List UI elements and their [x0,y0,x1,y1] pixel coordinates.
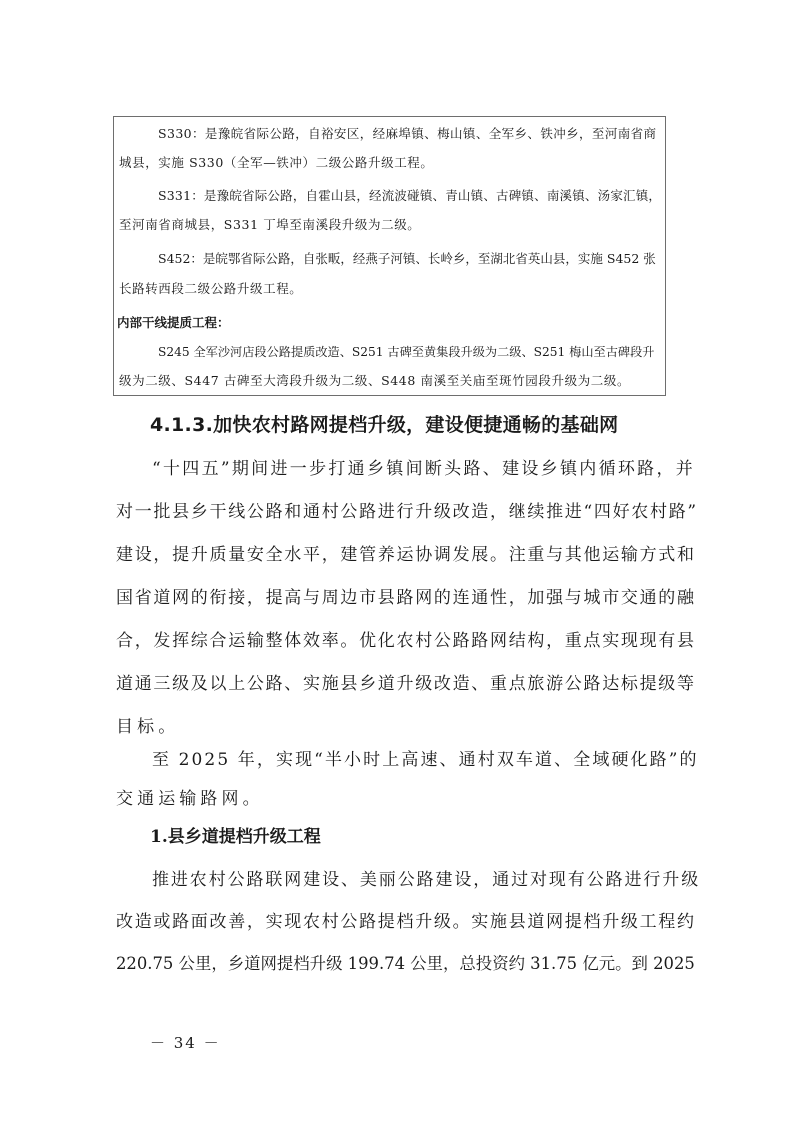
paragraph-line: 220.75 公里，乡道网提档升级 199.74 公里，总投资约 31.75 亿元。到 2025 [116,954,695,973]
paragraph-line: 推进农村公路联网建设、美丽公路建设，通过对现有公路进行升级 [152,870,701,890]
box-line: S245 全军沙河店段公路提质改造、S251 古碑至黄集段升级为二级、S251 梅山至古碑段升 [158,345,655,359]
box-line: 城县，实施 S330（全军—铁冲）二级公路升级工程。 [119,155,434,170]
paragraph-line: 国省道网的衔接，提高与周边市县路网的连通性，加强与城市交通的融 [116,588,696,608]
box-line: S331：是豫皖省际公路，自霍山县，经流波碰镇、青山镇、古碑镇、南溪镇、汤家汇镇， [158,188,662,203]
box-subheading: 内部干线提质工程： [117,315,230,330]
paragraph-line: “十四五”期间进一步打通乡镇间断头路、建设乡镇内循环路，并 [152,459,696,479]
paragraph-line: 至 2025 年，实现“半小时上高速、通村双车道、全域硬化路”的 [152,750,699,770]
box-line: 级为二级、S447 古碑至大湾段升级为二级、S448 南溪至关庙至斑竹园段升级为二级。 [119,373,631,388]
paragraph-line: 建设，提升质量安全水平，建管养运协调发展。注重与其他运输方式和 [116,545,696,565]
section-heading: 4.1.3.加快农村路网提档升级，建设便捷通畅的基础网 [150,414,619,436]
subsection-heading: 1.县乡道提档升级工程 [150,827,321,847]
paragraph-line: 道通三级及以上公路、实施县乡道升级改造、重点旅游公路达标提级等 [116,674,696,694]
paragraph-line: 交通运输路网。 [116,789,264,809]
box-line: 长路转西段二级公路升级工程。 [119,281,303,296]
box-line: S330：是豫皖省际公路，自裕安区，经麻埠镇、梅山镇、全军乡、铁冲乡，至河南省商 [158,126,657,141]
paragraph-line: 对一批县乡干线公路和通村公路进行升级改造，继续推进“四好农村路” [116,502,698,522]
paragraph-line: 目标。 [116,717,180,737]
page-number: － 34 － [150,1034,221,1052]
paragraph-line: 合，发挥综合运输整体效率。优化农村公路路网结构，重点实现现有县 [116,631,696,651]
paragraph-line: 改造或路面改善，实现农村公路提档升级。实施县道网提档升级工程约 [116,912,696,932]
box-line: 至河南省商城县，S331 丁埠至南溪段升级为二级。 [119,217,421,232]
box-line: S452：是皖鄂省际公路，自张畈，经燕子河镇、长岭乡，至湖北省英山县，实施 S452 张 [158,251,656,266]
